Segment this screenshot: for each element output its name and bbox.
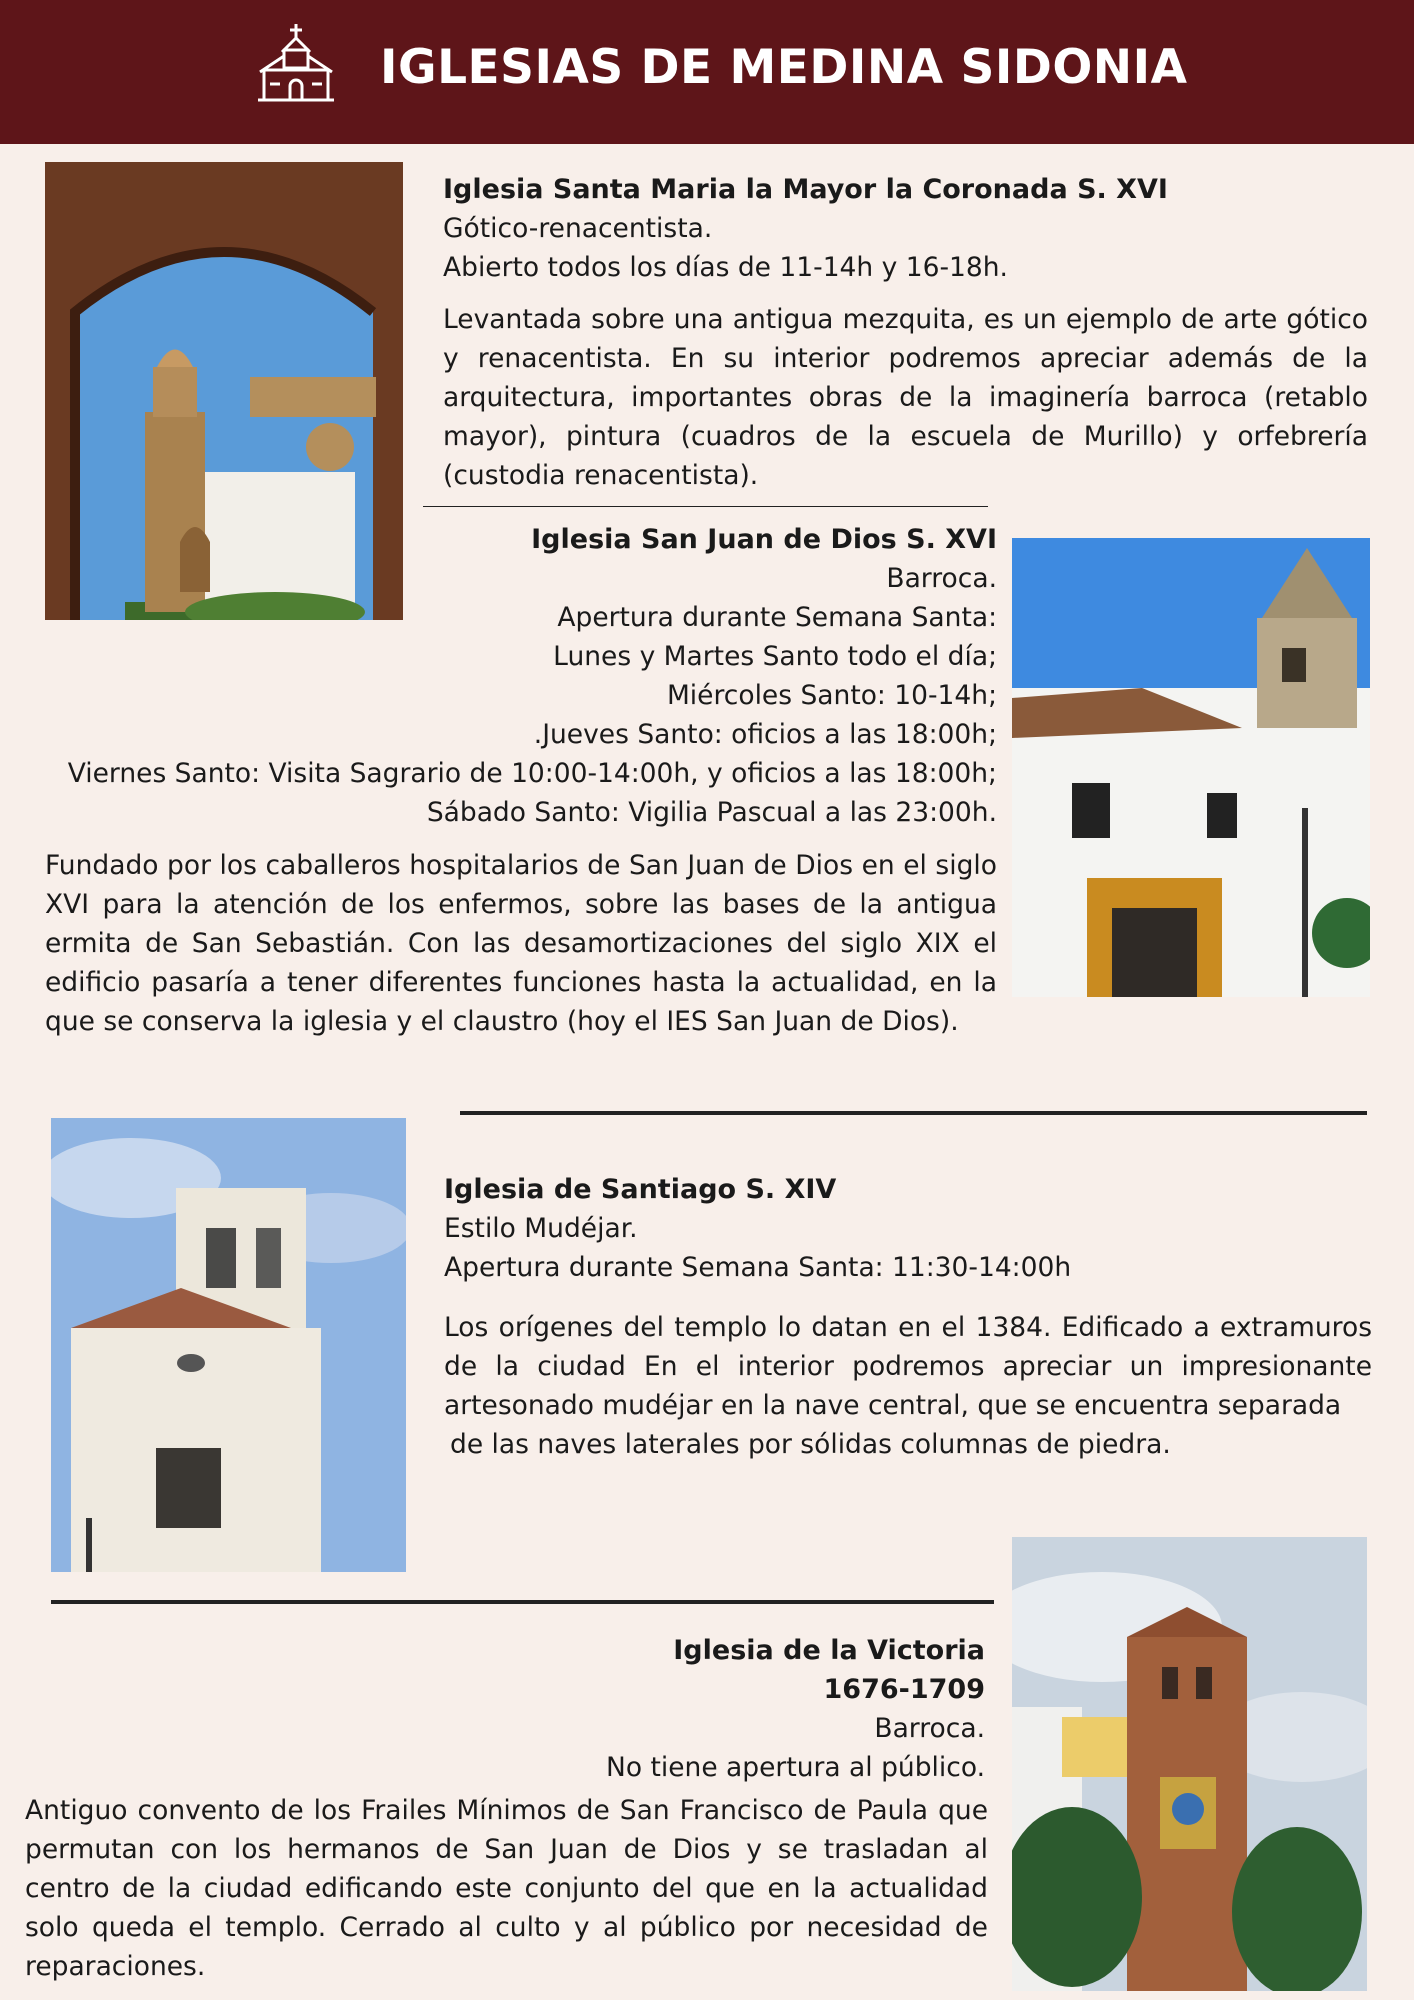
san-juan-de-dios-info — [45, 520, 997, 832]
opening-hours: Apertura durante Semana Santa: 11:30-14:00h — [444, 1252, 1072, 1283]
church-name: Iglesia San Juan de Dios S. XVI — [531, 524, 997, 555]
victoria-description: Antiguo convento de los Frailes Mínimos de San Francisco de Paula que permutan con los hermanos de San Juan de Dios y se trasladan al centro de la ciudad edificando este conjunto del que en la actualidad solo queda el templo. Cerrado al culto y al público por necesidad de reparaciones. — [25, 1795, 988, 1982]
divider — [423, 506, 988, 507]
church-description-continued: de las naves laterales por sólidas columnas de piedra. — [450, 1429, 1171, 1460]
victoria-info — [25, 1631, 985, 1787]
church-style: Estilo Mudéjar. — [444, 1213, 638, 1244]
church-style: Gótico-renacentista. — [443, 213, 713, 244]
divider — [460, 1111, 1367, 1115]
church-name: Iglesia de la Victoria — [673, 1635, 985, 1666]
santiago-photo — [51, 1118, 406, 1572]
church-description: Los orígenes del templo lo datan en el 1384. Edificado a extramuros de la ciudad En el interior podremos apreciar un impresionante artesonado mudéjar en la nave central, que se encuentra separada — [444, 1312, 1372, 1421]
opening-hours-line: Miércoles Santo: 10-14h; — [666, 680, 997, 711]
opening-hours-line: Viernes Santo: Visita Sagrario de 10:00-14:00h, y oficios a las 18:00h; — [67, 758, 997, 789]
san-juan-de-dios-photo — [1012, 538, 1370, 997]
church-name: Iglesia de Santiago S. XIV — [444, 1174, 837, 1205]
santa-maria-info — [443, 170, 1368, 495]
church-description: Levantada sobre una antigua mezquita, es un ejemplo de arte gótico y renacentista. En su interior podremos apreciar además de la arquitectura, importantes obras de la imaginería barroca (retablo mayor), pintura (cuadros de la escuela de Murillo) y orfebrería (custodia renacentista). — [443, 304, 1368, 491]
opening-hours: Abierto todos los días de 11-14h y 16-18h. — [443, 252, 1008, 283]
page-title: IGLESIAS DE MEDINA SIDONIA — [380, 40, 1188, 95]
opening-hours-line: Lunes y Martes Santo todo el día; — [553, 641, 997, 672]
page-header — [0, 0, 1414, 144]
opening-hours-line: .Jueves Santo: oficios a las 18:00h; — [533, 719, 997, 750]
victoria-photo — [1012, 1537, 1367, 1991]
church-style: Barroca. — [886, 563, 997, 594]
santiago-info — [444, 1170, 1372, 1464]
opening-hours-line: Apertura durante Semana Santa: — [557, 602, 997, 633]
san-juan-de-dios-description: Fundado por los caballeros hospitalarios de San Juan de Dios en el siglo XVI para la atención de los enfermos, sobre las bases de la antigua ermita de San Sebastián. Con las desamortizaciones del siglo XIX el edificio pasaría a tener diferentes funciones hasta la actualidad, en la que se conserva la iglesia y el claustro (hoy el IES San Juan de Dios). — [45, 850, 997, 1037]
divider — [51, 1600, 994, 1604]
opening-hours-line: Sábado Santo: Vigilia Pascual a las 23:00h. — [426, 797, 997, 828]
opening-hours: No tiene apertura al público. — [606, 1752, 985, 1783]
church-style: Barroca. — [874, 1713, 985, 1744]
church-dates: 1676-1709 — [823, 1674, 985, 1705]
church-icon — [254, 22, 338, 104]
church-name: Iglesia Santa Maria la Mayor la Coronada S. XVI — [443, 174, 1168, 205]
